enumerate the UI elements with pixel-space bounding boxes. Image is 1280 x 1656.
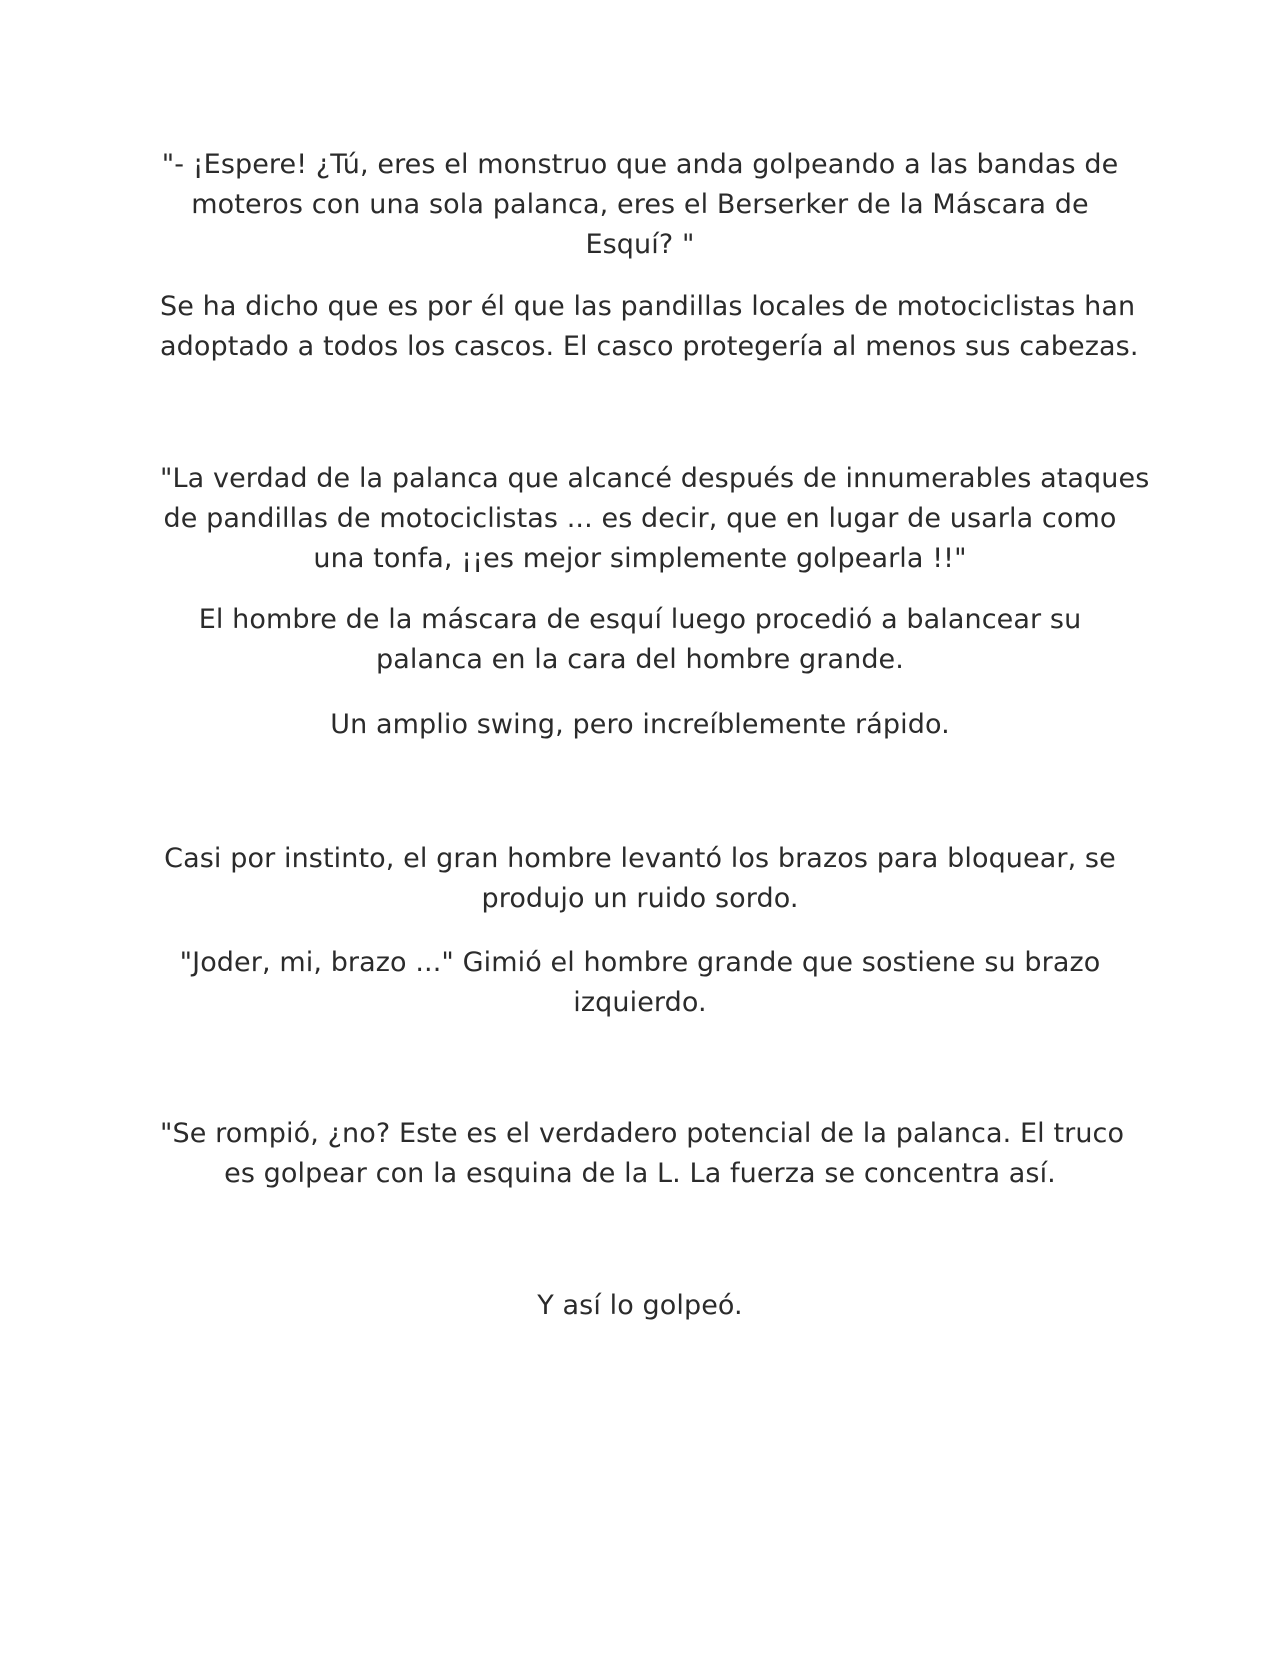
text-line: Y así lo golpeó. xyxy=(537,1290,743,1321)
text-line: "La verdad de la palanca que alcancé después de innumerables ataques xyxy=(160,463,1150,494)
text-line: "- ¡Espere! ¿Tú, eres el monstruo que anda golpeando a las bandas de xyxy=(161,149,1119,180)
paragraph-4 xyxy=(160,600,1120,680)
paragraph-7 xyxy=(160,943,1120,1023)
text-line: El hombre de la máscara de esquí luego procedió a balancear su xyxy=(198,604,1082,635)
text-line: produjo un ruido sordo. xyxy=(481,883,799,914)
text-line: "Joder, mi, brazo ..." Gimió el hombre grande que sostiene su brazo xyxy=(179,947,1101,978)
paragraph-8 xyxy=(160,1114,1125,1194)
text-line: moteros con una sola palanca, eres el Berserker de la Máscara de xyxy=(191,189,1089,220)
text-line: izquierdo. xyxy=(573,987,707,1018)
paragraph-2 xyxy=(160,287,1139,367)
text-line: Un amplio swing, pero increíblemente rápido. xyxy=(330,709,950,740)
text-line: es golpear con la esquina de la L. La fuerza se concentra así. xyxy=(224,1158,1056,1189)
text-line: Casi por instinto, el gran hombre levantó los brazos para bloquear, se xyxy=(164,843,1116,874)
paragraph-5 xyxy=(160,705,1120,745)
paragraph-9 xyxy=(160,1286,1120,1326)
text-line: Esquí? " xyxy=(585,229,695,260)
text-line: de pandillas de motociclistas ... es decir, que en lugar de usarla como xyxy=(163,503,1117,534)
paragraph-3 xyxy=(160,459,1150,579)
text-line: "Se rompió, ¿no? Este es el verdadero potencial de la palanca. El truco xyxy=(160,1118,1125,1149)
text-line: palanca en la cara del hombre grande. xyxy=(376,644,904,675)
paragraph-1 xyxy=(160,145,1120,265)
text-line: Se ha dicho que es por él que las pandillas locales de motociclistas han xyxy=(160,291,1136,322)
paragraph-6 xyxy=(160,839,1120,919)
text-line: una tonfa, ¡¡es mejor simplemente golpearla !!" xyxy=(313,543,967,574)
text-line: adoptado a todos los cascos. El casco protegería al menos sus cabezas. xyxy=(160,331,1139,362)
